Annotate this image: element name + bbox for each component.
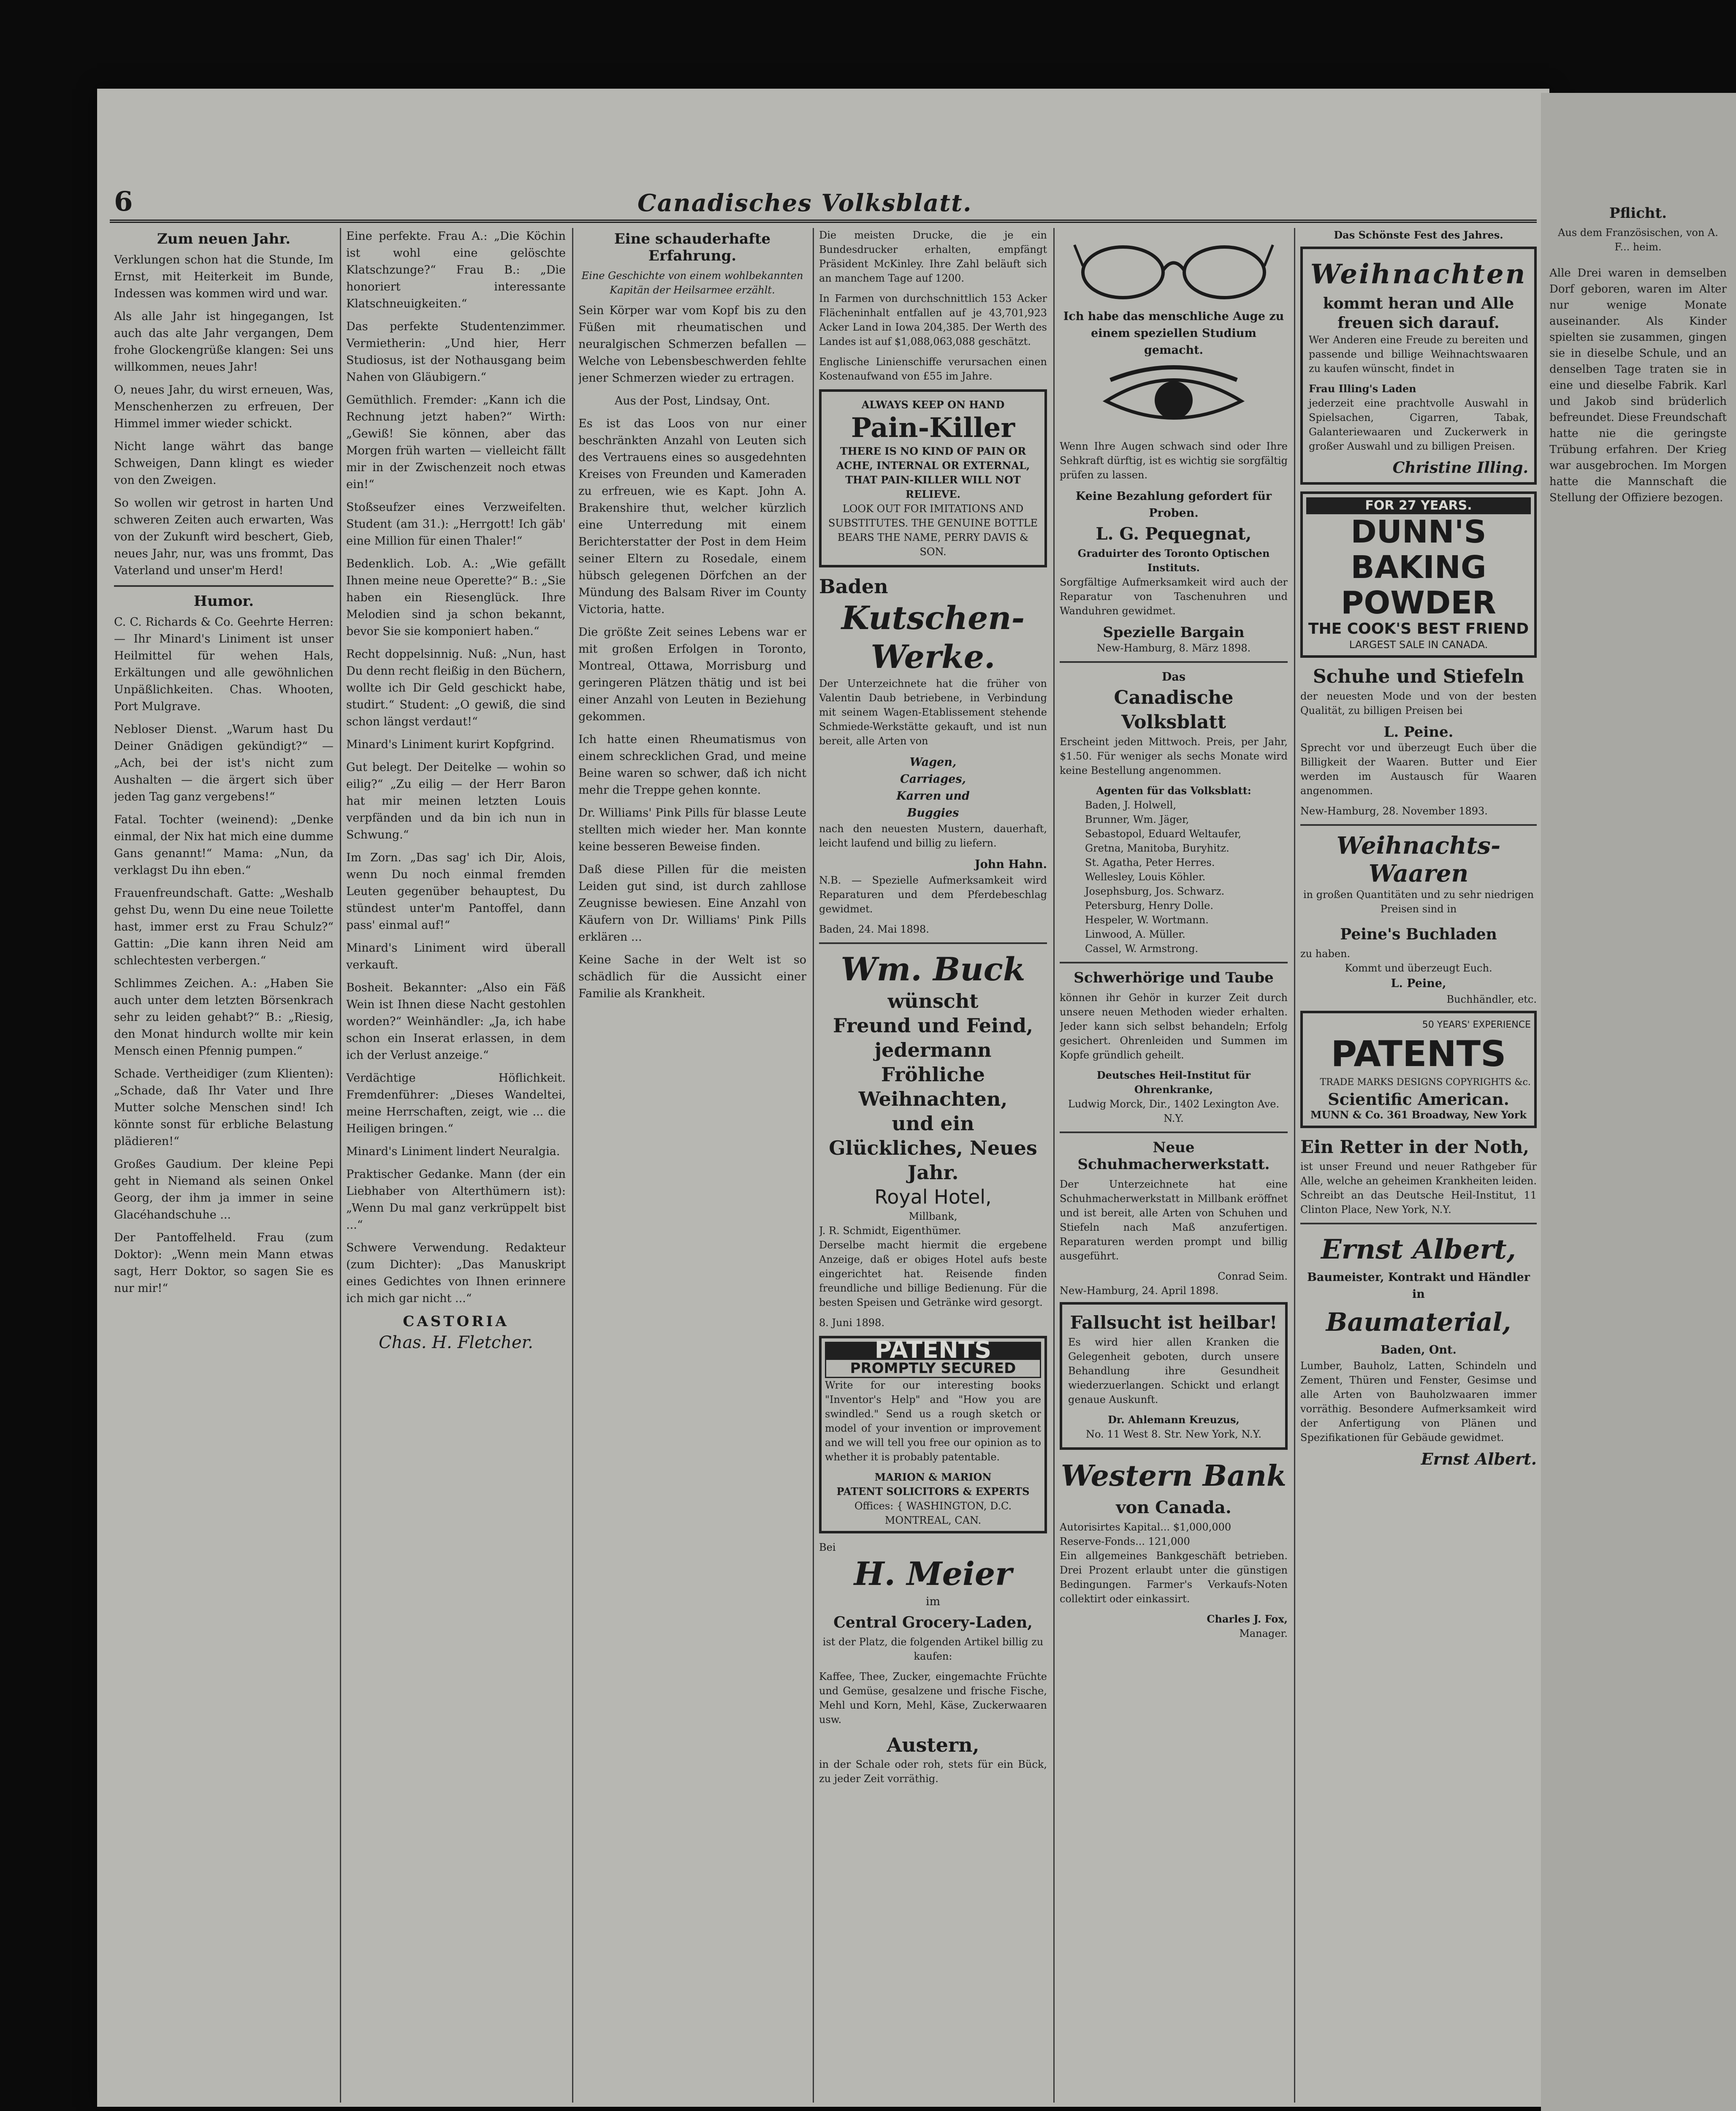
xmas-title: Weihnachten <box>1310 258 1527 290</box>
page-number: 6 <box>114 186 133 217</box>
optician-body: Sorgfältige Aufmerksamkeit wird auch der Reparatur von Taschenuhren und Wanduhren gewidmet. <box>1060 576 1288 617</box>
buck-line: wünscht <box>887 990 979 1012</box>
albert-signature: Ernst Albert. <box>1421 1449 1537 1468</box>
divider <box>1060 1131 1288 1133</box>
painkiller-top: ALWAYS KEEP ON HAND <box>861 399 1005 411</box>
shoemaker-date: New-Hamburg, 24. April 1898. <box>1060 1285 1219 1297</box>
humor-item: Minard's Liniment kurirt Kopfgrind. <box>346 738 555 751</box>
agent-item: Petersburg, Henry Dolle. <box>1085 900 1213 912</box>
kutschen-after: nach den neuesten Mustern, dauerhaft, leicht laufend und billig zu liefern. <box>819 823 1047 849</box>
xmas-shop-text: jederzeit eine prachtvolle Auswahl in Spielsachen, Cigarren, Tabak, Galanteriewaaren und Zuckerwerk in großer Auswahl und zu billigen Preisen. <box>1309 397 1528 452</box>
peine-date: New-Hamburg, 28. November 1893. <box>1300 805 1488 817</box>
kutschen-ad <box>819 574 1047 936</box>
column-rule <box>1294 228 1295 2103</box>
buck-line: und ein <box>892 1112 974 1135</box>
article-paragraph: Daß diese Pillen für die meisten Leiden gut sind, ist durch zahllose Zeugnisse bewiesen. Eine Anzahl von Käufern von Dr. Williams' Pink Pills erklären ... <box>578 863 806 944</box>
news-item: Englische Linienschiffe verursachen einen Kostenaufwand von £55 im Jahre. <box>819 356 1047 382</box>
column-3 <box>578 228 806 2103</box>
fits-ad <box>1060 1302 1288 1450</box>
article-paragraph: Dr. Williams' Pink Pills für blasse Leute stellten mich wieder her. Man konnte keine besseren Beweise finden. <box>578 806 806 853</box>
kutschen-title: Kutschen-Werke. <box>841 599 1025 676</box>
xmas2-call: Kommt und überzeugt Euch. <box>1345 962 1492 974</box>
meier-pre: Bei <box>819 1541 836 1553</box>
retter-text: ist unser Freund und neuer Rathgeber für Alle, welche an geheimen Krankheiten leiden. Schreibt an das Deutsche Heil-Institut, 11 Clinton Place, New York, N.Y. <box>1300 1161 1537 1216</box>
fits-text: Es wird hier allen Kranken die Gelegenheit geboten, durch unsere Behandlung ihre Gesundheit wiederzuerlangen. Schickt und erlangt genaue Auskunft. <box>1068 1336 1279 1406</box>
humor-item: Das perfekte Studentenzimmer. Vermietherin: „Und hier, Herr Studiosus, ist der Nothausgang beim Nahen von Gläubigern.“ <box>346 320 566 384</box>
patents-firm2: PATENT SOLICITORS & EXPERTS <box>836 1485 1030 1498</box>
spectacles-icon <box>1072 232 1275 304</box>
patents-title: PATENTS <box>825 1342 1041 1359</box>
painkiller-name: Pain-Killer <box>851 412 1015 444</box>
eye-text: Wenn Ihre Augen schwach sind oder Ihre Sehkraft dürftig, ist es wichtig sie sorgfältig prüfen zu lassen. <box>1060 440 1288 481</box>
buck-line: jedermann <box>874 1039 992 1061</box>
albert-subtitle: Baumeister, Kontrakt und Händler in <box>1307 1271 1530 1301</box>
bank-capital: Autorisirtes Kapital... $1,000,000 <box>1060 1521 1231 1533</box>
fits-doctor: Dr. Ahlemann Kreuzus, <box>1108 1414 1240 1426</box>
dunn-years: FOR 27 YEARS. <box>1306 497 1531 514</box>
buck-name: Wm. Buck <box>841 950 1025 988</box>
deaf-institute: Deutsches Heil-Institut für Ohrenkranke, <box>1096 1069 1251 1096</box>
agent-item: Josephsburg, Jos. Schwarz. <box>1085 885 1225 897</box>
meier-oysters-text: in der Schale oder roh, stets für ein Bück, zu jeder Zeit vorräthig. <box>819 1758 1047 1785</box>
deaf-title: Schwerhörige und Taube <box>1074 969 1274 986</box>
eye-free: Keine Bezahlung gefordert für Proben. <box>1075 490 1272 520</box>
bargain-title: Spezielle Bargain <box>1103 624 1245 641</box>
shoemaker-title: Neue Schuhmacherwerkstatt. <box>1077 1139 1270 1173</box>
xmas-signature: Christine Illing. <box>1392 459 1528 477</box>
kutschen-date: Baden, 24. Mai 1898. <box>819 923 929 935</box>
painkiller-ad <box>819 389 1047 567</box>
xmas2-text: in großen Quantitäten und zu sehr niedrigen Preisen sind in <box>1303 889 1534 915</box>
meier-items: Kaffee, Thee, Zucker, eingemachte Früchte und Gemüse, gesalzene und frische Fische, Mehl und Korn, Mehl, Käse, Zuckerwaaren usw. <box>819 1671 1047 1726</box>
xmas2-role: Buchhändler, etc. <box>1446 993 1537 1005</box>
xmas2-title: Weihnachts-Waaren <box>1336 832 1501 887</box>
humor-item: Eine perfekte. Frau A.: „Die Köchin ist wohl eine gelöschte Klatschzunge?“ Frau B.: „Die honoriert interessante Klatschneuigkeiten.“ <box>346 230 566 310</box>
divider <box>1060 661 1288 663</box>
divider <box>1060 962 1288 963</box>
adjacent-subtitle: Aus dem Französischen, von A. F... heim. <box>1558 227 1718 253</box>
buck-ad <box>819 950 1047 1330</box>
volksblatt-text: Erscheint jeden Mittwoch. Preis, per Jahr, $1.50. Für weniger als sechs Monate wird keine Bestellung angenommen. <box>1060 736 1288 776</box>
patents2-munn: MUNN & Co. 361 Broadway, New York <box>1310 1109 1527 1121</box>
agent-item: Wellesley, Louis Köhler. <box>1085 871 1206 883</box>
agent-item: Hespeler, W. Wortmann. <box>1085 914 1209 926</box>
meier-im: im <box>925 1595 941 1608</box>
shoemaker-text: Der Unterzeichnete hat eine Schuhmacherwerkstatt in Millbank eröffnet und ist bereit, alle Arten von Schuhen und Stiefeln nach Maß anzufertigen. Reparaturen werden prompt und billig ausgeführt. <box>1060 1178 1288 1262</box>
humor-item: Bosheit. Bekannter: „Also ein Fäß Wein ist Ihnen diese Nacht gestohlen worden?“ Weinhändler: „Ja, ich habe schon ein Inserat erlassen, in dem ich der Verlust anzeige.“ <box>346 981 566 1062</box>
xmas2-name: L. Peine, <box>1391 977 1446 990</box>
bank-reserve: Reserve-Fonds... 121,000 <box>1060 1536 1190 1547</box>
patents2-sa: Scientific American. <box>1328 1090 1509 1109</box>
buck-line: Fröhliche <box>881 1063 985 1086</box>
xmas2-text2: zu haben. <box>1300 948 1351 960</box>
patents-subtitle: PROMPTLY SECURED <box>825 1359 1041 1378</box>
article-paragraph: Ich hatte einen Rheumatismus von einem schrecklichen Grad, und meine Beine waren so schwer, daß ich nicht mehr die Treppe gehen konnte. <box>578 733 806 797</box>
agent-item: Gretna, Manitoba, Buryhitz. <box>1085 842 1229 854</box>
humor-item: Schlimmes Zeichen. A.: „Haben Sie auch unter dem letzten Börsenkrach sehr zu leiden gehabt?“ B.: „Riesig, den Monat hindurch wollte mir kein Mensch einen Pfennig pumpen.“ <box>114 977 334 1058</box>
eye-icon <box>1098 363 1250 435</box>
hotel-date: 8. Juni 1898. <box>819 1317 885 1329</box>
humor-item: Großes Gaudium. Der kleine Pepi geht in Niemand als seinen Onkel Georg, der ihm ja immer in seine Glacéhandschuhe ... <box>114 1158 334 1221</box>
column-5 <box>1060 228 1288 2103</box>
kutschen-body: Der Unterzeichnete hat die früher von Valentin Daub betriebene, in Verbindung mit seinem Wagen-Etablissement stehende Schmiede-Werkstätte gekauft, und ist nun bereit, alle Arten von <box>819 678 1047 747</box>
volksblatt-title: Canadische Volksblatt <box>1114 687 1234 733</box>
hotel-text: Derselbe macht hiermit die ergebene Anzeige, daß er obiges Hotel aufs beste eingerichtet hat. Reisende finden freundliche und billige Bedienung. Für die besten Speisen und Getränke wird gesorgt. <box>819 1239 1047 1308</box>
article-subtitle: Eine Geschichte von einem wohlbekannten Kapitän der Heilsarmee erzählt. <box>581 270 803 296</box>
dunn-subtitle: THE COOK'S BEST FRIEND <box>1308 620 1529 638</box>
humor-item: Stoßseufzer eines Verzweifelten. Student (am 31.): „Herrgott! Ich gäb' eine Million für einen Thaler!“ <box>346 501 566 548</box>
news-item: In Farmen von durchschnittlich 153 Acker Flächeninhalt entfallen auf je 43,701,923 Acker Land in Iowa 204,385. Der Werth des Landes ist auf $1,088,063,088 geschätzt. <box>819 293 1047 347</box>
optician-name: L. G. Pequegnat, <box>1096 524 1252 544</box>
dunn-title: DUNN'S BAKING POWDER <box>1341 514 1496 621</box>
agent-item: Brunner, Wm. Jäger, <box>1085 814 1189 825</box>
column-rule <box>1053 228 1055 2103</box>
painkiller-bottom: LOOK OUT FOR IMITATIONS AND SUBSTITUTES. THE GENUINE BOTTLE BEARS THE NAME, PERRY DAVIS & SON. <box>828 503 1038 558</box>
article-dateline: Aus der Post, Lindsay, Ont. <box>614 394 770 407</box>
column-1 <box>114 228 334 2103</box>
castoria-title: CASTORIA <box>403 1313 509 1330</box>
eye-title: Ich habe das menschliche Auge zu einem speziellen Studium gemacht. <box>1063 310 1284 357</box>
kutschen-place: Baden <box>819 575 888 598</box>
albert-text: Lumber, Bauholz, Latten, Schindeln und Zement, Thüren und Fenster, Gesimse und alle Arten von Bauholzwaaren immer vorräthig. Besondere Aufmerksamkeit wird der Anfertigung von Plänen und Spezifikationen für Gebäude gewidmet. <box>1300 1360 1537 1444</box>
humor-item: Der Pantoffelheld. Frau (zum Doktor): „Wenn mein Mann etwas sagt, Herr Doktor, so sagen Sie es nur mir!“ <box>114 1231 334 1295</box>
humor-item: Recht doppelsinnig. Nuß: „Nun, hast Du denn recht fleißig in den Büchern, wollte ich Dir Geld geschickt habe, studirt.“ Student: „O gewiß, die sind schon längst verdaut!“ <box>346 648 566 728</box>
patents2-ad <box>1300 1011 1537 1128</box>
column-rule <box>340 228 341 2103</box>
humor-item: Schwere Verwendung. Redakteur (zum Dichter): „Das Manuskript eines Gedichtes von Ihnen erinnere ich mich gar nicht ...“ <box>346 1241 566 1305</box>
divider <box>1300 1223 1537 1224</box>
deaf-address: Ludwig Morck, Dir., 1402 Lexington Ave. N.Y. <box>1068 1098 1280 1124</box>
patents2-marks: TRADE MARKS DESIGNS COPYRIGHTS &c. <box>1320 1077 1531 1088</box>
poem-title: Zum neuen Jahr. <box>157 231 291 247</box>
divider <box>819 942 1047 944</box>
patents2-title: PATENTS <box>1331 1033 1506 1074</box>
xmas-top: Das Schönste Fest des Jahres. <box>1334 229 1503 241</box>
meier-text: ist der Platz, die folgenden Artikel billig zu kaufen: <box>822 1636 1044 1662</box>
humor-item: Im Zorn. „Das sag' ich Dir, Alois, wenn Du noch einmal fremden Leuten gegenüber behauptest, Du stündest unter'm Pantoffel, dann pass' einmal auf!“ <box>346 851 566 932</box>
humor-item: C. C. Richards & Co. Geehrte Herren: — Ihr Minard's Liniment ist unser Heilmittel für wehen Hals, Erkältungen und alle gewöhnlichen Unpäßlichkeiten. Chas. Whooten, Port Mulgrave. <box>114 616 334 713</box>
divider <box>1300 824 1537 826</box>
shoes-name: L. Peine. <box>1383 724 1454 741</box>
humor-item: Verdächtige Höflichkeit. Fremdenführer: „Dieses Wandeltei, meine Herrschaften, zeigt, wie ... die Heiligen bringen.“ <box>346 1072 566 1135</box>
humor-item: Minard's Liniment lindert Neuralgia. <box>346 1145 560 1158</box>
article-paragraph: Sein Körper war vom Kopf bis zu den Füßen mit rheumatischen und neuralgischen Schmerzen befallen — Welche von Lebensbeschwerden fehlte jener Schmerzen wieder zu ertragen. <box>578 304 806 385</box>
hotel-town: Millbank, <box>909 1210 958 1222</box>
deaf-text: können ihr Gehör in kurzer Zeit durch unsere neuen Methoden wieder erhalten. Jeder kann sich selbst behandeln; Erfolg gesichert. Ohrenleiden und Summen im Kopfe gründlich geheilt. <box>1060 992 1288 1061</box>
humor-item: Gut belegt. Der Deitelke — wohin so eilig?“ „Zu eilig — der Herr Baron hat mir meinen letzten Louis verpfänden und da bin ich nun in Schwung.“ <box>346 761 566 841</box>
column-6 <box>1300 228 1537 2103</box>
bargain-date: New-Hamburg, 8. März 1898. <box>1096 642 1251 654</box>
news-item: Die meisten Drucke, die je ein Bundesdrucker erhalten, empfängt Präsident McKinley. Ihre Zahl beläuft sich an manchem Tage auf 1200. <box>819 229 1047 284</box>
patents-ad <box>819 1336 1047 1533</box>
humor-item: Minard's Liniment wird überall verkauft. <box>346 942 566 971</box>
adjacent-page-edge <box>1541 93 1736 2111</box>
retter-title: Ein Retter in der Noth, <box>1300 1137 1529 1157</box>
buck-line: Freund und Feind, <box>833 1014 1033 1037</box>
article-paragraph: Die größte Zeit seines Lebens war er mit großen Erfolgen in Toronto, Montreal, Ottawa, Morrisburg und geringeren Plätzen thätig und ist bei einer Anzahl von Leuten in Beziehung gekommen. <box>578 626 806 723</box>
kutschen-item: Karren und <box>896 790 970 803</box>
kutschen-item: Wagen, <box>909 756 957 769</box>
xmas-text: Wer Anderen eine Freude zu bereiten und passende und billige Weihnachtswaaren zu kaufen wünscht, findet in <box>1309 334 1528 374</box>
humor-item: Bedenklich. Lob. A.: „Wie gefällt Ihnen meine neue Operette?“ B.: „Sie haben ein Riesenglück. Ihre Melodien sind ja schon bekannt, bevor Sie sie komponiert haben.“ <box>346 557 566 638</box>
bank-manager: Charles J. Fox, <box>1207 1613 1288 1625</box>
agent-item: Sebastopol, Eduard Weltaufer, <box>1085 828 1242 840</box>
poem-stanza: O, neues Jahr, du wirst erneuen, Was, Menschenherzen zu erfreuen, Der Himmel immer wieder schickt. <box>114 383 334 430</box>
poem-stanza: So wollen wir getrost in harten Und schweren Zeiten auch erwarten, Was von der Zukunft wird beschert, Gieb, neues Jahr, nur, was uns frommt, Das Vaterland und unser'm Herd! <box>114 497 334 577</box>
fits-address: No. 11 West 8. Str. New York, N.Y. <box>1086 1428 1261 1440</box>
kutschen-note: N.B. — Spezielle Aufmerksamkeit wird Reparaturen und dem Pferdebeschlag gewidmet. <box>819 874 1047 915</box>
newspaper-page <box>97 89 1549 2107</box>
patents-offices: Offices: { WASHINGTON, D.C. MONTREAL, CAN. <box>854 1500 1012 1526</box>
humor-item: Fatal. Tochter (weinend): „Denke einmal, der Nix hat mich eine dumme Gans genannt!“ Mama: „Nun, da verklagst Du ihn eben.“ <box>114 813 334 877</box>
volksblatt-das: Das <box>1161 670 1186 684</box>
poem-stanza: Nicht lange währt das bange Schweigen, Dann klingt es wieder von den Zweigen. <box>114 440 334 487</box>
patents2-years: 50 YEARS' EXPERIENCE <box>1422 1020 1531 1030</box>
column-rule <box>813 228 814 2103</box>
poem-stanza: Verklungen schon hat die Stunde, Im Ernst, mit Heiterkeit im Bunde, Indessen was kommen wird und war. <box>114 253 334 300</box>
dunn-ad <box>1300 491 1537 658</box>
kutschen-owner: John Hahn. <box>974 858 1047 871</box>
fits-title: Fallsucht ist heilbar! <box>1070 1312 1278 1333</box>
shoes-text: der neuesten Mode und von der besten Qualität, zu billigen Preisen bei <box>1300 690 1537 716</box>
divider <box>114 585 334 587</box>
humor-item: Frauenfreundschaft. Gatte: „Weshalb gehst Du, wenn Du eine neue Toilette hast, immer erst zu Frau Schulz?“ Gattin: „Die kann ihren Neid am schlechtesten verbergen.“ <box>114 887 334 967</box>
kutschen-item: Buggies <box>907 806 959 819</box>
xmas-shop: Frau Illing's Laden <box>1309 383 1416 395</box>
bank-subtitle: von Canada. <box>1116 1498 1231 1517</box>
agent-item: Cassel, W. Armstrong. <box>1085 943 1199 955</box>
meier-oysters: Austern, <box>887 1734 979 1756</box>
albert-place: Baden, Ont. <box>1381 1343 1457 1357</box>
humor-item: Nebloser Dienst. „Warum hast Du Deiner Gnädigen gekündigt?“ — „Ach, bei der ist's nicht zum Aushalten — die ärgert sich über jeden Tag ganz vergebens!“ <box>114 723 334 803</box>
meier-ad <box>819 1540 1047 1786</box>
column-rule <box>572 228 573 2103</box>
optician-credential: Graduirter des Toronto Optischen Instituts. <box>1077 547 1270 574</box>
bank-role: Manager. <box>1239 1628 1288 1639</box>
humor-title: Humor. <box>193 593 254 610</box>
article-paragraph: Keine Sache in der Welt ist so schädlich für die Aussicht einer Familie als Krankheit. <box>578 953 806 1000</box>
hotel-owner: J. R. Schmidt, Eigenthümer. <box>819 1225 961 1237</box>
column-4 <box>819 228 1047 2103</box>
shoes-title: Schuhe und Stiefeln <box>1313 666 1524 687</box>
patents-text: Write for our interesting books "Inventor's Help" and "How you are swindled." Send us a rough sketch or model of your invention or improvement and we will tell you free our opinion as to whether it is probably patentable. <box>825 1379 1041 1463</box>
article-title: Eine schauderhafte Erfahrung. <box>614 231 771 264</box>
xmas2-shop: Peine's Buchladen <box>1340 925 1497 943</box>
albert-material: Baumaterial, <box>1326 1308 1511 1337</box>
humor-item: Praktischer Gedanke. Mann (der ein Liebhaber von Alterthümern ist): „Wenn Du mal ganz verkrüppelt bist ...“ <box>346 1168 566 1232</box>
agent-item: Baden, J. Holwell, <box>1085 799 1177 811</box>
peine-text: Sprecht vor und überzeugt Euch über die Billigkeit der Waaren. Butter und Eier werden im Austausch für Waaren angenommen. <box>1300 742 1537 797</box>
bank-title: Western Bank <box>1061 1459 1287 1493</box>
masthead <box>110 182 1537 223</box>
humor-item: Gemüthlich. Fremder: „Kann ich die Rechnung jetzt haben?“ Wirth: „Gewiß! Sie können, aber das Morgen früh warten — vielleicht fällt mir in der Zwischenzeit noch etwas ein!“ <box>346 393 566 491</box>
dunn-note: LARGEST SALE IN CANADA. <box>1349 639 1488 651</box>
adjacent-title: Pflicht. <box>1609 205 1667 222</box>
poem-stanza: Als alle Jahr ist hingegangen, Ist auch das alte Jahr vergangen, Dem frohe Glockengrüße klangen: Sei uns willkommen, neues Jahr! <box>114 310 334 374</box>
agent-item: Linwood, A. Müller. <box>1085 928 1185 940</box>
painkiller-text: THERE IS NO KIND OF PAIN OR ACHE, INTERNAL OR EXTERNAL, THAT PAIN-KILLER WILL NOT RELIEVE. <box>836 445 1030 500</box>
buck-line: Jahr. <box>907 1161 959 1184</box>
meier-store: Central Grocery-Laden, <box>833 1614 1033 1631</box>
column-2 <box>346 228 566 2103</box>
agent-item: St. Agatha, Peter Herres. <box>1085 857 1215 868</box>
adjacent-text: Alle Drei waren in demselben Dorf geboren, waren im Alter nur wenige Monate auseinander. Als Kinder spielten sie zusammen, gingen sie in dieselbe Schule, und an denselben Tage traten sie in eine und dieselbe Fabrik. Karl und Jakob sind brüderlich befreundet. Diese Freundschaft hatte nie die geringste Trübung erfahren. Der Krieg war ausgebrochen. Im Morgen hatte die Mannschaft die Stellung der Offiziere bezogen. <box>1549 267 1727 504</box>
xmas-ad <box>1300 247 1537 485</box>
buck-line: Weihnachten, <box>858 1088 1008 1110</box>
humor-item: Schade. Vertheidiger (zum Klienten): „Schade, daß Ihr Vater und Ihre Mutter solche Menschen sind! Ich könnte sonst für erbliche Belastung plädieren!“ <box>114 1067 334 1148</box>
buck-line: Glückliches, Neues <box>829 1137 1037 1159</box>
kutschen-item: Carriages, <box>900 773 966 786</box>
xmas-subtitle: kommt heran und Alle freuen sich darauf. <box>1323 295 1514 332</box>
patents-firm: MARION & MARION <box>874 1471 992 1483</box>
castoria-signature: Chas. H. Fletcher. <box>378 1333 534 1352</box>
albert-title: Ernst Albert, <box>1321 1234 1516 1265</box>
bank-text: Ein allgemeines Bankgeschäft betrieben. Drei Prozent erlaubt unter die günstigen Bedingungen. Farmer's Verkaufs-Noten collektirt oder einkassirt. <box>1060 1550 1288 1605</box>
paper-name: Canadisches Volksblatt. <box>637 189 972 217</box>
adjacent-column <box>1549 203 1727 517</box>
agents-title: Agenten für das Volksblatt: <box>1096 784 1251 797</box>
meier-name: H. Meier <box>854 1555 1012 1593</box>
hotel-name: Royal Hotel, <box>874 1186 992 1208</box>
shoemaker-name: Conrad Seim. <box>1218 1270 1288 1282</box>
article-paragraph: Es ist das Loos von nur einer beschränkten Anzahl von Leuten sich des Vertrauens eines so ausgedehnten Kreises von Freunden und Kameraden zu erfreuen, wie es Kapt. John A. Brakenshire thut, welcher kürzlich eine Unterredung mit einem Berichterstatter der Post in dem Heim seiner Eltern zu Rosedale, einem hübsch gelegenen Dörfchen an der Mündung des Balsam River im County Victoria, hatte. <box>578 417 806 616</box>
